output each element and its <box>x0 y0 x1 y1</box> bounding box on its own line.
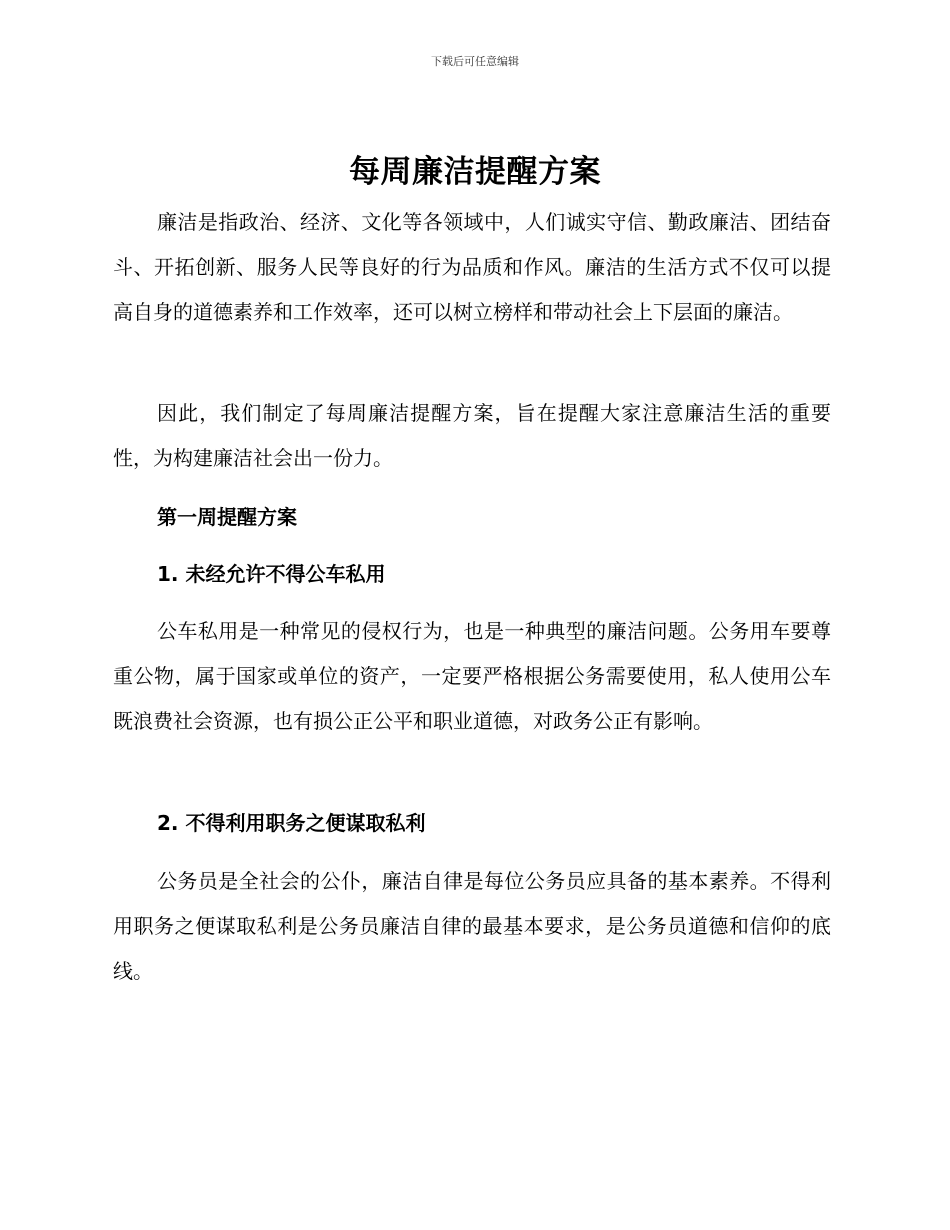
intro-paragraph: 廉洁是指政治、经济、文化等各领域中，人们诚实守信、勤政廉洁、团结奋斗、开拓创新、服务人民等良好的行为品质和作风。廉洁的生活方式不仅可以提高自身的道德素养和工作效率，还可以树立榜样和带动社会上下层面的廉洁。 <box>113 210 831 324</box>
item1-heading: 1. 未经允许不得公车私用 <box>157 562 386 586</box>
item1-paragraph: 公车私用是一种常见的侵权行为，也是一种典型的廉洁问题。公务用车要尊重公物，属于国家或单位的资产，一定要严格根据公务需要使用，私人使用公车既浪费社会资源，也有损公正公平和职业道德，对政务公正有影响。 <box>113 619 831 733</box>
purpose-paragraph: 因此，我们制定了每周廉洁提醒方案，旨在提醒大家注意廉洁生活的重要性，为构建廉洁社会出一份力。 <box>113 401 831 470</box>
header-note: 下载后可任意编辑 <box>431 55 519 68</box>
item2-heading: 2. 不得利用职务之便谋取私利 <box>157 811 426 835</box>
page-title: 每周廉洁提醒方案 <box>349 154 601 190</box>
item2-paragraph: 公务员是全社会的公仆，廉洁自律是每位公务员应具备的基本素养。不得利用职务之便谋取私利是公务员廉洁自律的最基本要求，是公务员道德和信仰的底线。 <box>113 869 831 983</box>
week1-heading: 第一周提醒方案 <box>157 505 297 529</box>
